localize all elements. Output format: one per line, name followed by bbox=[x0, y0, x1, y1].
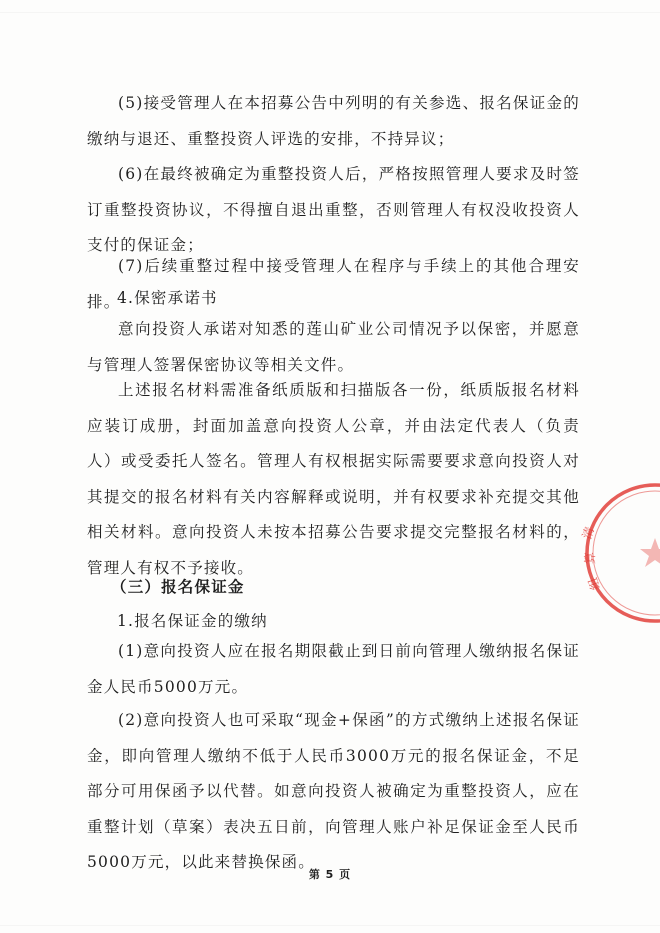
svg-text:清: 清 bbox=[580, 524, 597, 542]
section-heading-deposit: （三）报名保证金 bbox=[111, 577, 245, 596]
paragraph-confidentiality: 意向投资人承诺对知悉的莲山矿业公司情况予以保密，并愿意与管理人签署保密协议等相关文件。 bbox=[87, 320, 580, 374]
subsection-heading-deposit-payment: 1.报名保证金的缴纳 bbox=[117, 612, 268, 630]
paragraph-item-6: (6)在最终被确定为重整投资人后，严格按照管理人要求及时签订重整投资协议，不得擅自退出重整，否则管理人有权没收投资人支付的保证金； bbox=[87, 165, 580, 254]
paragraph-deposit-2: (2)意向投资人也可采取“现金+保函”的方式缴纳上述报名保证金，即向管理人缴纳不低于人民币3000万元的报名保证金，不足部分可用保函予以代替。如意向投资人被确定为重整投资人，应在重整计划（草案）表决五日前，向管理人账户补足保证金至人民币5000万元，以此来替换保函。 bbox=[87, 711, 580, 871]
scan-artifact-line bbox=[0, 925, 660, 926]
page-number: 第 5 页 bbox=[308, 868, 352, 881]
svg-text:组: 组 bbox=[585, 575, 603, 592]
paragraph-submission-materials: 上述报名材料需准备纸质版和扫描版各一份，纸质版报名材料应装订成册，封面加盖意向投资人公章，并由法定代表人（负责人）或受委托人签名。管理人有权根据实际需要要求意向投资人对其提交的报名材料有关内容解释或说明，并有权要求补充提交其他相关材料。意向投资人未按本招募公告要求提交完整报名材料的，管理人有权不予接收。 bbox=[87, 381, 580, 577]
red-seal-stamp bbox=[580, 478, 660, 628]
svg-text:算: 算 bbox=[583, 551, 597, 564]
paragraph-item-7: (7)后续重整过程中接受管理人在程序与手续上的其他合理安排。 bbox=[87, 257, 580, 311]
paragraph-deposit-1: (1)意向投资人应在报名期限截止到日前向管理人缴纳报名保证金人民币5000万元。 bbox=[87, 642, 580, 696]
section-heading-confidentiality: 4.保密承诺书 bbox=[117, 289, 218, 307]
scan-artifact-line bbox=[0, 12, 660, 13]
paragraph-item-5: (5)接受管理人在本招募公告中列明的有关参选、报名保证金的缴纳与退还、重整投资人评选的安排，不持异议； bbox=[87, 94, 580, 148]
